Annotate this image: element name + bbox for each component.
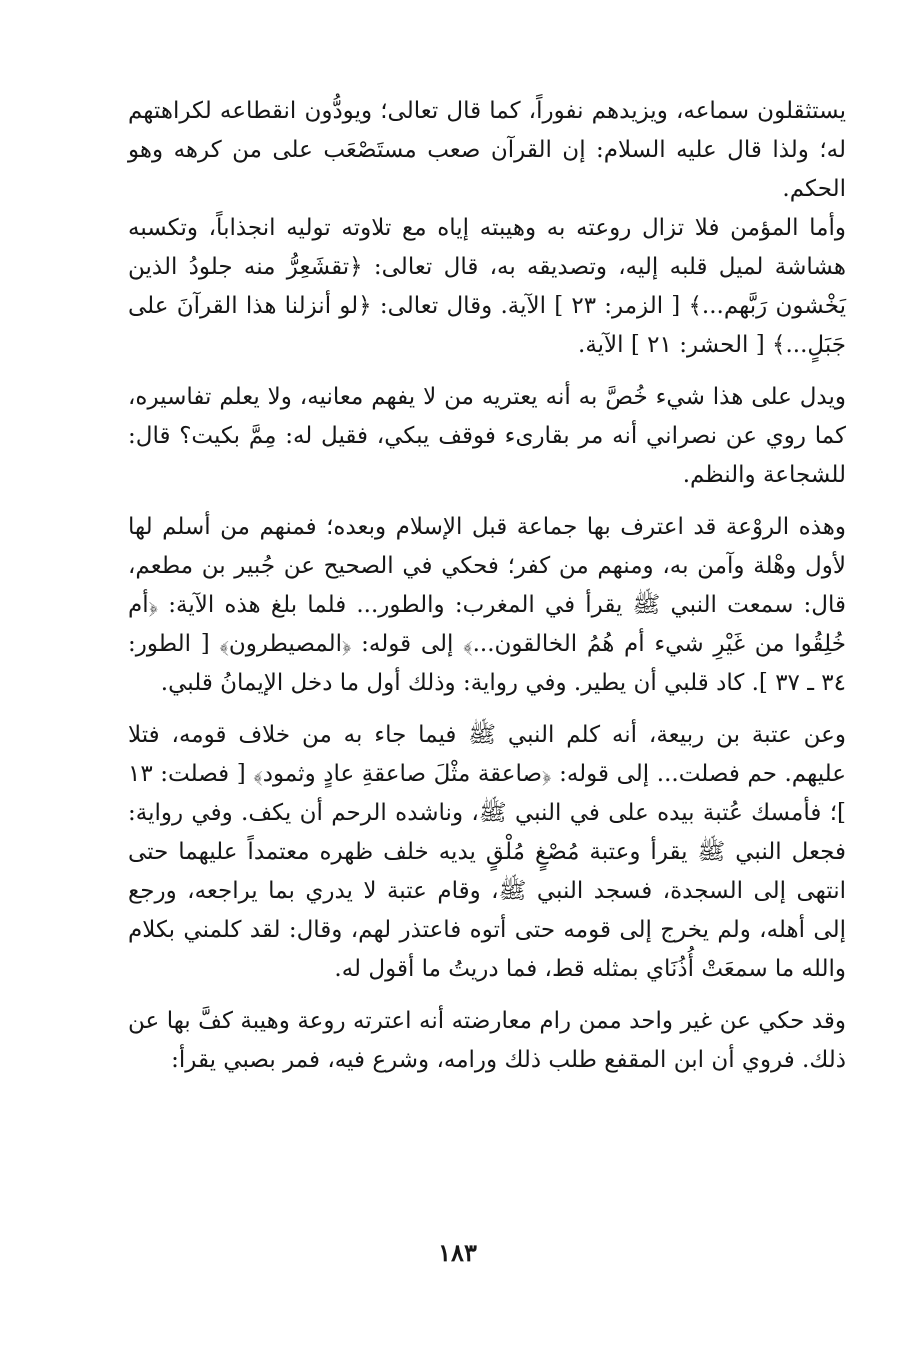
paragraph-1: يستثقلون سماعه، ويزيدهم نفوراً، كما قال تعالى؛ ويودُّون انقطاعه لكراهتهم له؛ ولذا قال عليه السلام: إن القرآن صعب مستَصْعَب على من كرهه وهو الحكم. — [128, 98, 846, 202]
page-number: ١٨٣ — [438, 1238, 477, 1267]
paragraph-6: وقد حكي عن غير واحد ممن رام معارضته أنه اعترته روعة وهيبة كفَّ بها عن ذلك. فروي أن ابن المقفع طلب ذلك ورامه، وشرع فيه، فمر بصبي يقرأ: — [128, 1008, 846, 1073]
paragraph-2: وأما المؤمن فلا تزال روعته به وهيبته إياه مع تلاوته توليه انجذاباً، وتكسبه هشاشة لميل قلبه إليه، وتصديقه به، قال تعالى: ﴿تقشَعِرُّ منه جلودُ الذين يَخْشون رَبَّهم...﴾ [ الزمر: ٢٣ ] الآية. وقال تعالى: ﴿لو أنزلنا هذا القرآنَ على جَبَلٍ...﴾ [ الحشر: ٢١ ] الآية. — [128, 215, 847, 358]
paragraph-3: ويدل على هذا شيء خُصَّ به أنه يعتريه من لا يفهم معانيه، ولا يعلم تفاسيره، كما روي عن نصراني أنه مر بقارىء فوقف يبكي، فقيل له: مِمَّ بكيت؟ قال: للشجاعة والنظم. — [128, 384, 846, 488]
paragraph-4: وهذه الروْعة قد اعترف بها جماعة قبل الإسلام وبعده؛ فمنهم من أسلم لها لأول وهْلة وآمن به، ومنهم من كفر؛ فحكي في الصحيح عن جُبير بن مطعم، قال: سمعت النبي ﷺ يقرأ في المغرب: والطور... فلما بلغ هذه الآية: ﴿أم خُلِقُوا من غَيْرِ شيء أم هُمُ الخالقون...﴾ إلى قوله: ﴿المصيطرون﴾ [ الطور: ٣٤ ـ ٣٧ ]. كاد قلبي أن يطير. وفي رواية: وذلك أول ما دخل الإيمانُ قلبي. — [128, 514, 846, 696]
body-text — [128, 92, 846, 1080]
paragraph-5: وعن عتبة بن ربيعة، أنه كلم النبي ﷺ فيما جاء به من خلاف قومه، فتلا عليهم. حم فصلت... إلى قوله: ﴿صاعقة مثْلَ صاعقةِ عادٍ وثمود﴾ [ فصلت: ١٣ ]؛ فأمسك عُتبة بيده على في النبي ﷺ، وناشده الرحم أن يكف. وفي رواية: فجعل النبي ﷺ يقرأ وعتبة مُصْغٍ مُلْقٍ يديه خلف ظهره معتمداً عليهما حتى انتهى إلى السجدة، فسجد النبي ﷺ، وقام عتبة لا يدري بما يراجعه، ورجع إلى أهله، ولم يخرج إلى قومه حتى أتوه فاعتذر لهم، وقال: لقد كلمني بكلام والله ما سمعَتْ أُذُنَاي بمثله قط، فما دريتُ ما أقول له. — [128, 722, 846, 982]
